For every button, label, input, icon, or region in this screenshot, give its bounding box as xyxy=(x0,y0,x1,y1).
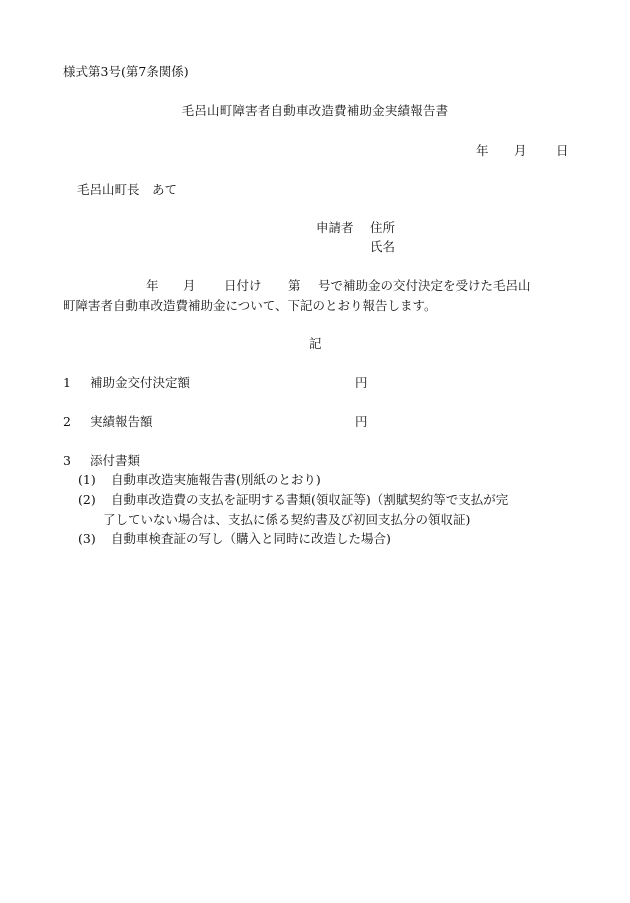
item-label: 実績報告額 xyxy=(90,414,153,429)
item-label: 添付書類 xyxy=(90,453,141,468)
body-line1-text: 号で補助金の交付決定を受けた毛呂山 xyxy=(318,278,531,293)
attachment-number: (3) xyxy=(78,531,96,546)
body-dated-label: 日付け xyxy=(224,278,262,293)
date-year-label: 年 xyxy=(476,143,489,158)
body-year-label: 年 xyxy=(146,278,159,293)
applicant-name-label: 氏名 xyxy=(370,239,396,254)
body-line2-text: 町障害者自動車改造費補助金について、下記のとおり報告します。 xyxy=(63,298,437,313)
document-title: 毛呂山町障害者自動車改造費補助金実績報告書 xyxy=(181,103,449,118)
applicant-address-label: 住所 xyxy=(370,220,396,235)
form-number: 様式第3号(第7条関係) xyxy=(63,64,189,79)
item-label: 補助金交付決定額 xyxy=(90,375,191,390)
attachment-text: 自動車検査証の写し（購入と同時に改造した場合) xyxy=(111,531,391,546)
attachment-number: (1) xyxy=(78,472,96,487)
item-number: 2 xyxy=(63,414,71,429)
body-number-prefix: 第 xyxy=(288,278,301,293)
item-unit: 円 xyxy=(355,375,368,390)
attachment-text: 自動車改造費の支払を証明する書類(領収証等)（割賦契約等で支払が完 xyxy=(111,492,509,507)
ki-heading: 記 xyxy=(309,336,322,351)
applicant-label: 申請者 xyxy=(316,220,354,235)
addressee: 毛呂山町長 あて xyxy=(77,182,178,197)
attachment-text: 自動車改造実施報告書(別紙のとおり) xyxy=(111,472,321,487)
date-day-label: 日 xyxy=(556,143,569,158)
item-number: 1 xyxy=(63,375,71,390)
item-unit: 円 xyxy=(355,414,368,429)
attachment-number: (2) xyxy=(78,492,96,507)
date-month-label: 月 xyxy=(514,143,527,158)
item-number: 3 xyxy=(63,453,71,468)
body-month-label: 月 xyxy=(183,278,196,293)
attachment-text-continuation: 了していない場合は、支払に係る契約書及び初回支払分の領収証) xyxy=(103,512,471,527)
